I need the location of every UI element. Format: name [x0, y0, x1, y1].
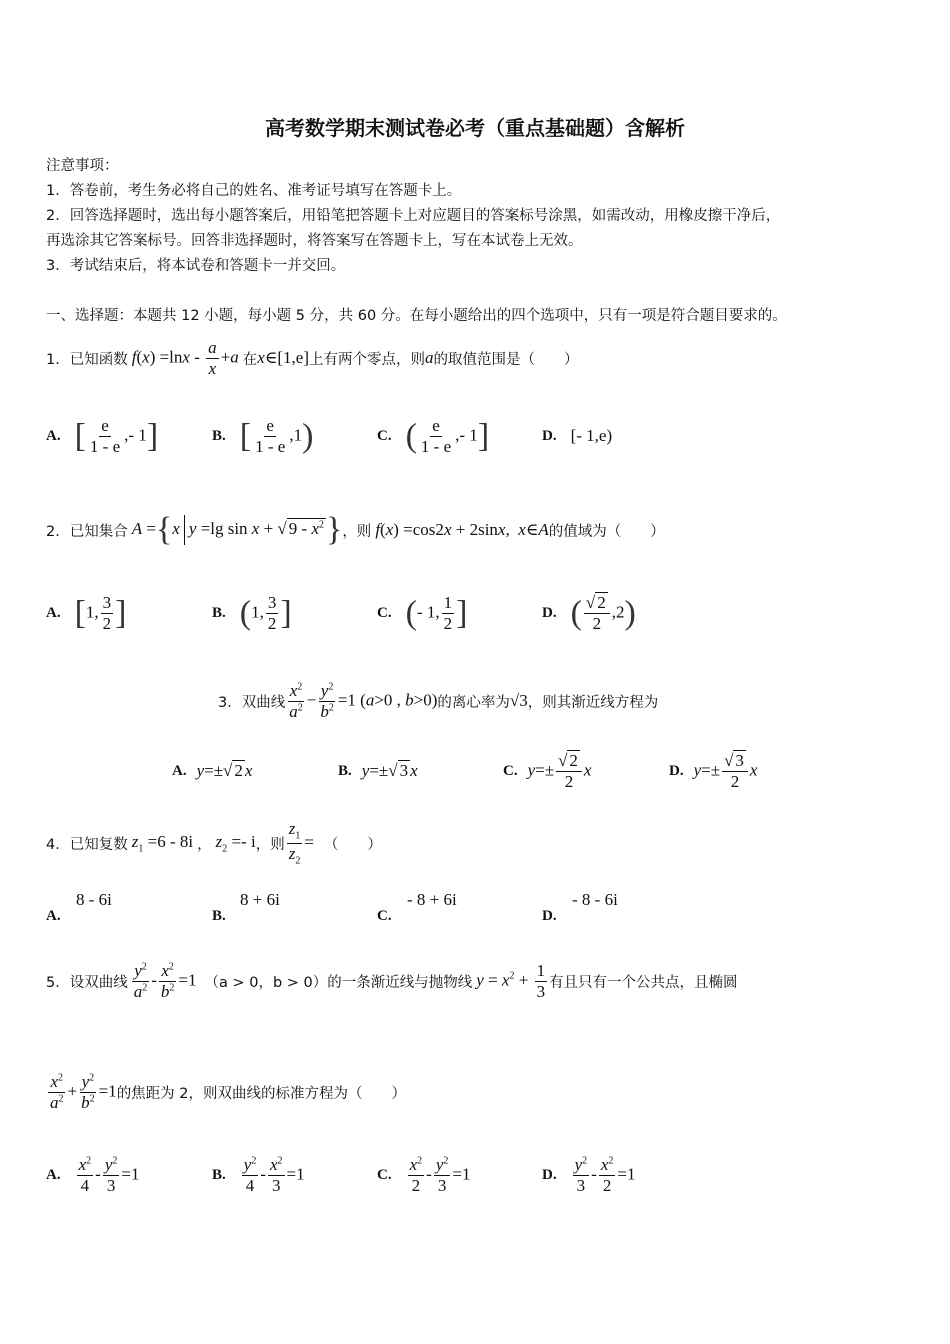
q3-option-b-value: y=±√ 3 x	[361, 761, 418, 780]
q1-option-a[interactable]: A. [ $\frac{e}{1 - e}$ ,- 1]	[46, 415, 159, 456]
q2-prefix: 2．已知集合	[46, 523, 128, 540]
q1-var: a	[424, 348, 434, 367]
question-5	[46, 955, 738, 1007]
q3-option-c-value: y=± $\frac{√ 2}{2}$ x	[527, 750, 592, 791]
q5-option-a-value: $\frac{x^2}{4}$ - $\frac{y^2}{3}$ =1	[78, 1154, 140, 1195]
note-item-1: 1．答卷前，考生务必将自己的姓名、准考证号填写在答题卡上。	[46, 183, 462, 199]
q4-option-d-value: - 8 - 6i	[572, 890, 618, 909]
q1-option-b-value: [ $\frac{e}{1 - e}$ ,1)	[239, 415, 314, 456]
q1-suffix: 上有两个零点，则	[308, 351, 425, 368]
q2-option-d[interactable]: D. ( $\frac{√ 2}{2}$ ,2)	[542, 592, 636, 633]
q3-tail: ，则其渐近线方程为	[527, 694, 659, 711]
q5-ellipse: $\frac{x^2}{a^2}$ + $\frac{y^2}{b^2}$ =1	[50, 1071, 117, 1112]
question-5-line2	[46, 1066, 406, 1118]
q4-option-c-value: - 8 + 6i	[407, 890, 457, 909]
q3-equation: $\frac{x^2}{a^2}$ − $\frac{y^2}{b^2}$ =1 (a>0 , b>0)	[289, 680, 438, 721]
q2-option-b[interactable]: B. (1, $\frac{3}{2}$ ]	[212, 592, 292, 633]
q1-option-a-value: [ $\frac{e}{1 - e}$ ,- 1]	[74, 415, 159, 456]
q2-option-a[interactable]: A. [1, $\frac{3}{2}$ ]	[46, 592, 127, 633]
question-3	[218, 676, 658, 726]
q4-prefix: 4．已知复数	[46, 836, 128, 853]
q1-mid: 在	[242, 351, 258, 368]
page-title: 高考数学期末测试卷必考（重点基础题）含解析	[265, 116, 685, 140]
q1-option-b[interactable]: B. [ $\frac{e}{1 - e}$ ,1)	[212, 415, 314, 456]
q5-option-a[interactable]: A. $\frac{x^2}{4}$ - $\frac{y^2}{3}$ =1	[46, 1154, 140, 1195]
q3-options	[172, 746, 872, 796]
q4-z2: $z_2 =- i$	[215, 831, 256, 855]
q3-prefix: 3．双曲线	[218, 694, 286, 711]
q4-mid: ，则	[255, 836, 285, 853]
q2-set: A ={x y =lg sin x + √ $9 - x^2$}	[131, 511, 343, 548]
q5-prefix: 5．设双曲线	[46, 974, 128, 991]
q1-options	[46, 412, 896, 460]
q4-z1: $z_1 =6 - 8i$	[131, 831, 194, 855]
q3-option-b[interactable]: B. y=±√ 3 x	[338, 761, 418, 780]
q1-option-d-value: [- 1,e)	[570, 426, 613, 445]
q5-line2-text: 的焦距为 2，则双曲线的标准方程为（ ）	[116, 1085, 407, 1102]
q1-option-c[interactable]: C. ( $\frac{e}{1 - e}$ ,- 1]	[377, 415, 490, 456]
q2-option-a-value: [1, $\frac{3}{2}$ ]	[74, 592, 127, 633]
q3-eccentricity: √3	[509, 691, 528, 710]
q2-option-c[interactable]: C. (- 1, $\frac{1}{2}$ ]	[377, 592, 468, 633]
question-4: 4．已知复数 $z_1 =6 - 8i$ ， $z_2 =- i$ ，则 $\frac{z_1}{z_2}$ = （ ）	[46, 818, 382, 866]
q5-cond: （a > 0，b > 0）的一条渐近线与抛物线	[204, 974, 473, 991]
q1-tail: 的取值范围是（ ）	[433, 351, 579, 368]
q2-mid: ，则	[342, 523, 372, 540]
q5-options	[46, 1150, 896, 1200]
q3-option-a-value: y=±√ 2 x	[196, 761, 253, 780]
q5-option-d[interactable]: D. $\frac{y^2}{3}$ - $\frac{x^2}{2}$ =1	[542, 1154, 636, 1195]
q2-option-d-value: ( $\frac{√ 2}{2}$ ,2)	[570, 592, 636, 633]
q2-option-c-value: (- 1, $\frac{1}{2}$ ]	[405, 592, 468, 633]
q5-option-c-value: $\frac{x^2}{2}$ - $\frac{y^2}{3}$ =1	[409, 1154, 471, 1195]
question-2	[46, 508, 665, 552]
q3-option-d-value: y=± $\frac{√ 3}{2}$ x	[693, 750, 758, 791]
q3-option-a[interactable]: A. y=±√ 2 x	[172, 761, 253, 780]
q2-function: f(x) =cos2x + 2sinx, x∈A	[375, 520, 549, 539]
q2-options	[46, 585, 896, 641]
note-item-2: 2．回答选择题时，选出每小题答案后，用铅笔把答题卡上对应题目的答案标号涂黑，如需改动，用橡皮擦干净后，	[46, 208, 781, 224]
q4-ratio: $\frac{z_1}{z_2}$ =	[288, 818, 314, 866]
section-heading: 一、选择题：本题共 12 小题，每小题 5 分，共 60 分。在每小题给出的四个选项中，只有一项是符合题目要求的。	[46, 308, 787, 324]
q4-option-a-value: 8 - 6i	[76, 890, 112, 909]
notes-heading: 注意事项：	[46, 158, 119, 174]
q1-domain: x∈[1,e]	[257, 348, 309, 367]
q5-option-d-value: $\frac{y^2}{3}$ - $\frac{x^2}{2}$ =1	[574, 1154, 636, 1195]
q5-parabola: $y = x^2$ + $\frac{1}{3}$	[476, 960, 546, 1001]
q1-option-c-value: ( $\frac{e}{1 - e}$ ,- 1]	[405, 415, 490, 456]
note-item-3: 3．考试结束后，将本试卷和答题卡一并交回。	[46, 258, 346, 274]
q4-option-b-value: 8 + 6i	[240, 890, 280, 909]
q2-option-b-value: (1, $\frac{3}{2}$ ]	[239, 592, 292, 633]
q3-option-d[interactable]: D. y=± $\frac{√ 3}{2}$ x	[669, 750, 758, 791]
q5-hyperbola: $\frac{y^2}{a^2}$ - $\frac{x^2}{b^2}$ =1	[133, 960, 197, 1001]
q4-tail: （ ）	[323, 836, 382, 853]
q3-option-c[interactable]: C. y=± $\frac{√ 2}{2}$ x	[503, 750, 592, 791]
q3-mid: 的离心率为	[437, 694, 510, 711]
q1-option-d[interactable]: D. [- 1,e)	[542, 426, 613, 445]
q4-options: A. 8 - 6i B. 8 + 6i C. - 8 + 6i D. - 8 - 6i	[46, 890, 618, 924]
q1-prefix: 1．已知函数	[46, 351, 128, 368]
q5-option-c[interactable]: C. $\frac{x^2}{2}$ - $\frac{y^2}{3}$ =1	[377, 1154, 471, 1195]
q5-option-b[interactable]: B. $\frac{y^2}{4}$ - $\frac{x^2}{3}$ =1	[212, 1154, 305, 1195]
note-item-2-cont: 再选涂其它答案标号。回答非选择题时，将答案写在答题卡上，写在本试卷上无效。	[46, 233, 583, 249]
q2-tail: 的值域为（ ）	[548, 523, 665, 540]
q1-function: f(x) =lnx - $\frac{a}{x}$ +a	[131, 337, 239, 378]
q5-tail: 有且只有一个公共点，且椭圆	[549, 974, 738, 991]
q5-option-b-value: $\frac{y^2}{4}$ - $\frac{x^2}{3}$ =1	[243, 1154, 305, 1195]
question-1	[46, 336, 578, 380]
